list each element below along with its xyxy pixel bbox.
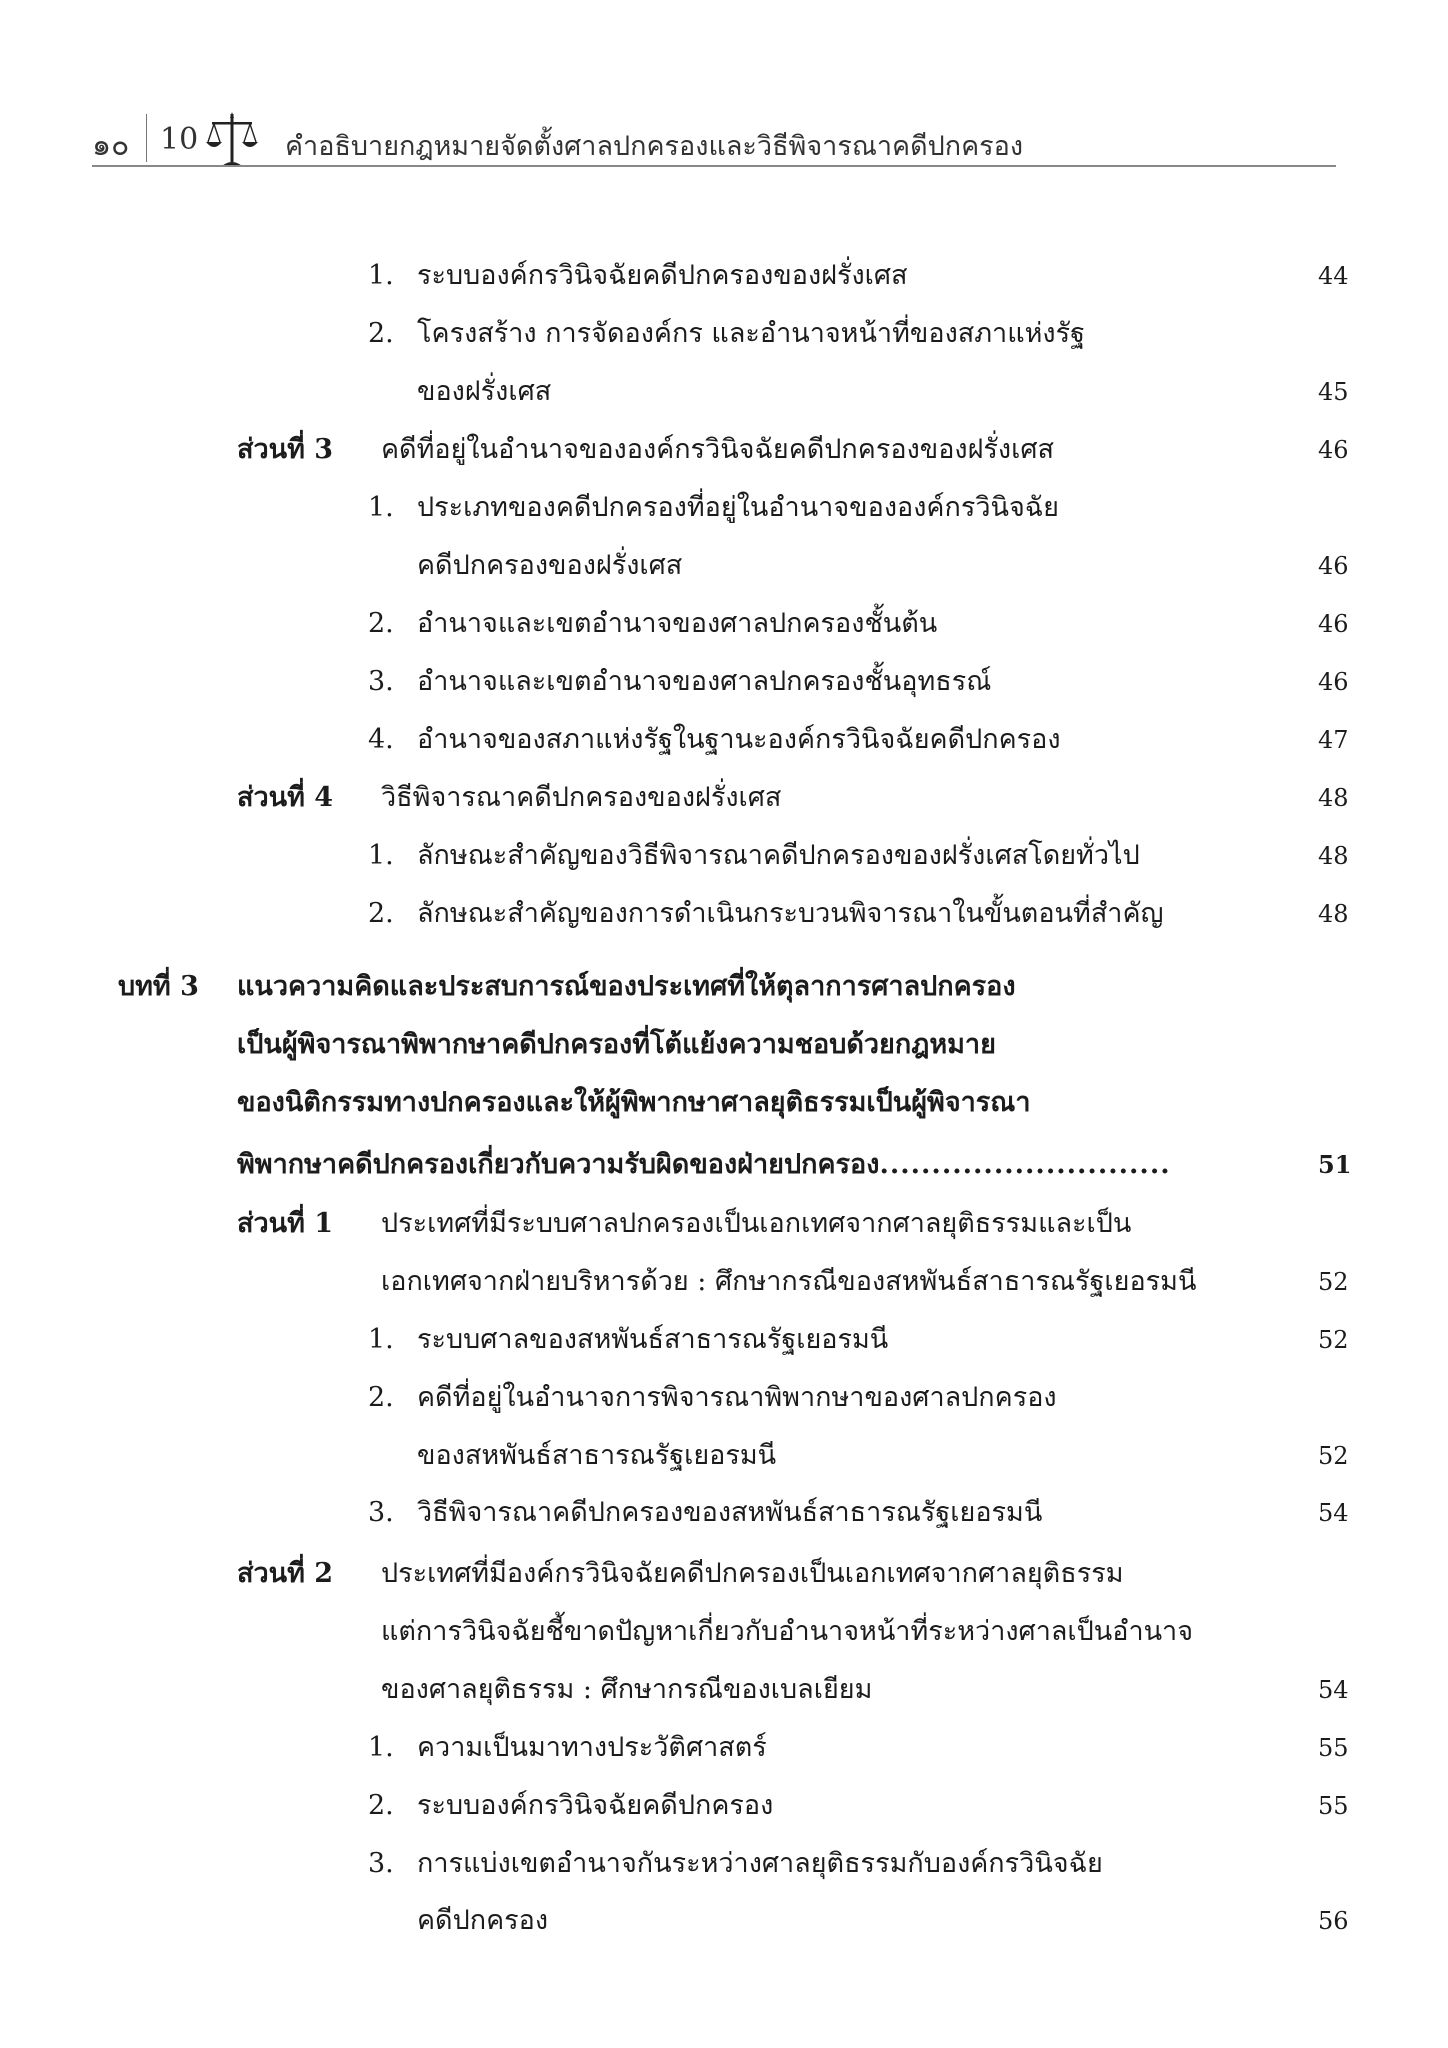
toc-section-continuation <box>0 1603 1448 1661</box>
page-ref: 56 <box>1318 1907 1349 1935</box>
toc-item-continuation <box>0 1427 1448 1485</box>
item-number: 2. <box>368 318 394 349</box>
item-number: 2. <box>368 1790 394 1821</box>
item-number: 3. <box>368 1497 394 1528</box>
section-title: ประเทศที่มีองค์กรวินิจฉัยคดีปกครองเป็นเอกเทศจากศาลยุติธรรม <box>381 1558 1124 1589</box>
section-label: ส่วนที่ 3 <box>237 434 334 465</box>
item-title: ลักษณะสำคัญของการดำเนินกระบวนพิจารณาในขั้นตอนที่สำคัญ <box>417 898 1164 929</box>
chapter-title-line: แนวความคิดและประสบการณ์ของประเทศที่ให้ตุลาการศาลปกครอง <box>237 971 1016 1002</box>
chapter-title-line: ของนิติกรรมทางปกครองและให้ผู้พิพากษาศาลยุติธรรมเป็นผู้พิจารณา <box>237 1087 1031 1118</box>
section-title: ของศาลยุติธรรม : ศึกษากรณีของเบลเยียม <box>381 1674 873 1705</box>
section-label: ส่วนที่ 2 <box>237 1558 334 1589</box>
toc-item <box>0 1777 1448 1835</box>
page-ref: 46 <box>1318 436 1349 464</box>
toc-chapter-continuation <box>0 1074 1448 1132</box>
section-title: เอกเทศจากฝ่ายบริหารด้วย : ศึกษากรณีของสหพันธ์สาธารณรัฐเยอรมนี <box>381 1266 1197 1297</box>
chapter-label: บทที่ 3 <box>118 971 199 1002</box>
section-title: แต่การวินิจฉัยชี้ขาดปัญหาเกี่ยวกับอำนาจหน้าที่ระหว่างศาลเป็นอำนาจ <box>381 1616 1194 1647</box>
page-number-thai: ๑๐ <box>92 128 130 163</box>
item-number: 3. <box>368 1848 394 1879</box>
toc-section <box>0 1195 1448 1253</box>
page-ref: 51 <box>1318 1150 1352 1179</box>
item-title: โครงสร้าง การจัดองค์กร และอำนาจหน้าที่ของสภาแห่งรัฐ <box>417 318 1085 349</box>
item-title: ระบบองค์กรวินิจฉัยคดีปกครองของฝรั่งเศส <box>417 260 908 291</box>
item-title: ของฝรั่งเศส <box>417 376 552 407</box>
toc-item <box>0 1484 1448 1542</box>
toc-item <box>0 305 1448 363</box>
toc-section-continuation <box>0 1661 1448 1719</box>
page-ref: 54 <box>1318 1676 1349 1704</box>
item-title: การแบ่งเขตอำนาจกันระหว่างศาลยุติธรรมกับองค์กรวินิจฉัย <box>417 1848 1103 1879</box>
item-title: คดีที่อยู่ในอำนาจการพิจารณาพิพากษาของศาลปกครอง <box>417 1382 1057 1413</box>
item-title: คดีปกครอง <box>417 1905 549 1936</box>
chapter-title-line <box>237 1136 1171 1194</box>
chapter-title-line: เป็นผู้พิจารณาพิพากษาคดีปกครองที่โต้แย้งความชอบด้วยกฎหมาย <box>237 1029 996 1060</box>
header-divider <box>146 114 147 162</box>
page-ref: 55 <box>1318 1792 1349 1820</box>
toc-section-continuation <box>0 1253 1448 1311</box>
toc-item <box>0 595 1448 653</box>
section-label: ส่วนที่ 1 <box>237 1208 334 1239</box>
item-title: ระบบองค์กรวินิจฉัยคดีปกครอง <box>417 1790 774 1821</box>
item-title: อำนาจของสภาแห่งรัฐในฐานะองค์กรวินิจฉัยคดีปกครอง <box>417 724 1061 755</box>
item-title: ระบบศาลของสหพันธ์สาธารณรัฐเยอรมนี <box>417 1324 889 1355</box>
scales-of-justice-icon <box>204 112 260 168</box>
page-ref: 52 <box>1318 1268 1349 1296</box>
toc-item-continuation <box>0 537 1448 595</box>
toc-item <box>0 711 1448 769</box>
toc-item <box>0 1719 1448 1777</box>
toc-section <box>0 1545 1448 1603</box>
item-title: คดีปกครองของฝรั่งเศส <box>417 550 683 581</box>
page-ref: 48 <box>1318 784 1349 812</box>
toc-section <box>0 421 1448 479</box>
item-title: ของสหพันธ์สาธารณรัฐเยอรมนี <box>417 1440 777 1471</box>
page-ref: 52 <box>1318 1442 1349 1470</box>
toc-chapter-continuation <box>0 1016 1448 1074</box>
toc-item <box>0 1369 1448 1427</box>
toc-section <box>0 769 1448 827</box>
page-ref: 46 <box>1318 610 1349 638</box>
page-ref: 46 <box>1318 668 1349 696</box>
item-title: ลักษณะสำคัญของวิธีพิจารณาคดีปกครองของฝรั่งเศสโดยทั่วไป <box>417 840 1140 871</box>
toc-item <box>0 653 1448 711</box>
section-title: ประเทศที่มีระบบศาลปกครองเป็นเอกเทศจากศาลยุติธรรมและเป็น <box>381 1208 1132 1239</box>
toc-item <box>0 479 1448 537</box>
item-number: 1. <box>368 1732 394 1763</box>
item-title: อำนาจและเขตอำนาจของศาลปกครองชั้นต้น <box>417 608 938 639</box>
book-title: คำอธิบายกฎหมายจัดตั้งศาลปกครองและวิธีพิจารณาคดีปกครอง <box>285 131 1024 162</box>
toc-item <box>0 885 1448 943</box>
toc-item-continuation <box>0 363 1448 421</box>
chapter-title-text: พิพากษาคดีปกครองเกี่ยวกับความรับผิดของฝ่ายปกครอง <box>237 1149 880 1180</box>
section-label: ส่วนที่ 4 <box>237 782 334 813</box>
toc-item <box>0 247 1448 305</box>
item-number: 4. <box>368 724 394 755</box>
item-number: 1. <box>368 260 394 291</box>
page-ref: 45 <box>1318 378 1349 406</box>
dot-leader: ............................ <box>879 1149 1171 1180</box>
running-header <box>92 112 1337 168</box>
section-title: วิธีพิจารณาคดีปกครองของฝรั่งเศส <box>381 782 782 813</box>
toc-item <box>0 1311 1448 1369</box>
item-number: 2. <box>368 898 394 929</box>
page-number: 10 <box>160 122 199 157</box>
item-number: 1. <box>368 840 394 871</box>
toc-item <box>0 827 1448 885</box>
item-number: 1. <box>368 492 394 523</box>
page-ref: 54 <box>1318 1499 1349 1527</box>
item-title: อำนาจและเขตอำนาจของศาลปกครองชั้นอุทธรณ์ <box>417 666 992 697</box>
header-rule <box>92 165 1336 167</box>
toc-item <box>0 1835 1448 1893</box>
toc-chapter-continuation <box>0 1136 1448 1194</box>
page-ref: 48 <box>1318 900 1349 928</box>
page-ref: 44 <box>1318 262 1349 290</box>
page-ref: 46 <box>1318 552 1349 580</box>
toc-chapter <box>0 958 1448 1016</box>
item-title: ความเป็นมาทางประวัติศาสตร์ <box>417 1732 767 1763</box>
page-ref: 52 <box>1318 1326 1349 1354</box>
section-title: คดีที่อยู่ในอำนาจขององค์กรวินิจฉัยคดีปกครองของฝรั่งเศส <box>381 434 1054 465</box>
page-ref: 48 <box>1318 842 1349 870</box>
page-ref: 47 <box>1318 726 1349 754</box>
item-number: 1. <box>368 1324 394 1355</box>
item-number: 2. <box>368 1382 394 1413</box>
toc-item-continuation <box>0 1892 1448 1950</box>
item-title: ประเภทของคดีปกครองที่อยู่ในอำนาจขององค์กรวินิจฉัย <box>417 492 1059 523</box>
page-ref: 55 <box>1318 1734 1349 1762</box>
item-number: 3. <box>368 666 394 697</box>
item-title: วิธีพิจารณาคดีปกครองของสหพันธ์สาธารณรัฐเยอรมนี <box>417 1497 1043 1528</box>
item-number: 2. <box>368 608 394 639</box>
